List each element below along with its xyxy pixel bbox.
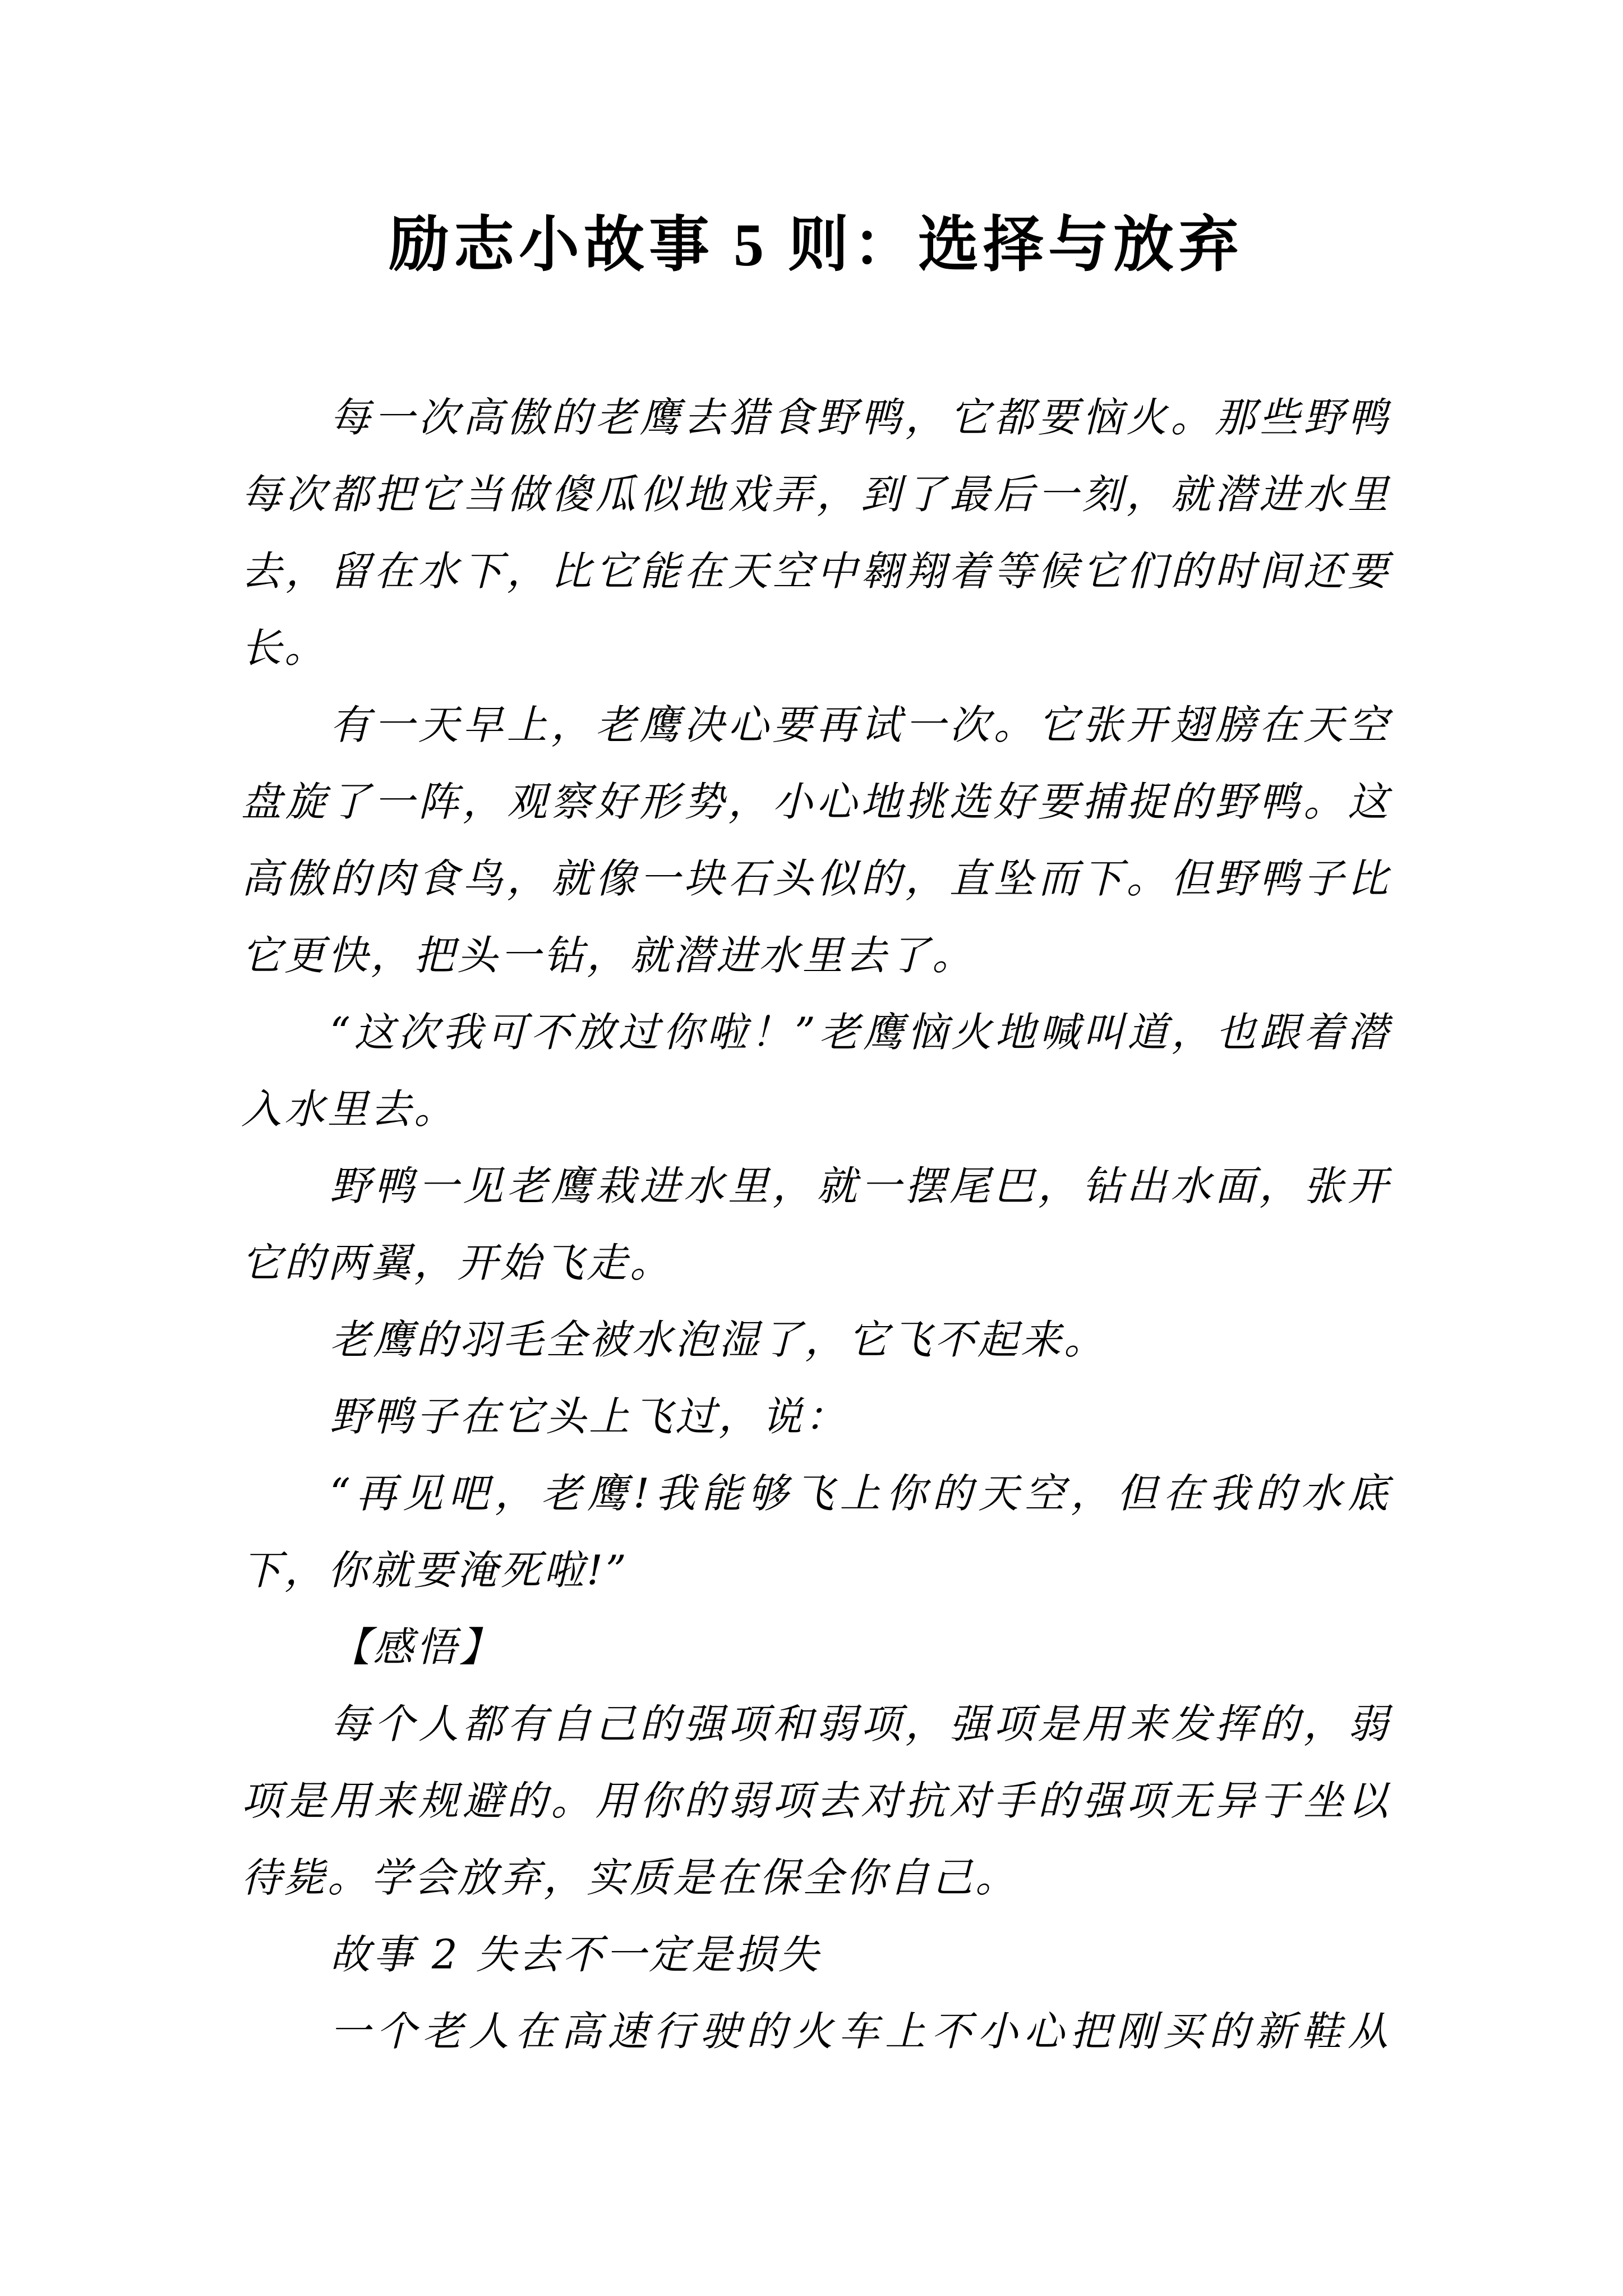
document-title: 励志小故事 5 则：选择与放弃 [388, 212, 1243, 279]
paragraph-duck-flyover: 野鸭子在它头上飞过，说： [330, 1393, 849, 1440]
paragraph-eagle-soaked: 老鹰的羽毛全被水泡湿了，它飞不起来。 [330, 1316, 1108, 1363]
paragraph-duck-escape: 野鸭一见老鹰栽进水里，就一摆尾巴，钻出水面，张开它的两翼，开始飞走。 [241, 1162, 1391, 1286]
paragraph-story2-opening: 一个老人在高速行驶的火车上不小心把刚买的新鞋从 [330, 2008, 1391, 2055]
document-body [241, 379, 1391, 2070]
paragraph-eagle-intro: 每一次高傲的老鹰去猎食野鸭，它都要恼火。那些野鸭每次都把它当做傻瓜似地戏弄，到了最后一刻，就潜进水里去，留在水下，比它能在天空中翱翔着等候它们的时间还要长。 [241, 394, 1391, 671]
paragraph-eagle-shout: “这次我可不放过你啦！”老鹰恼火地喊叫道，也跟着潜入水里去。 [241, 1009, 1391, 1133]
paragraph-eagle-attempt: 有一天早上，老鹰决心要再试一次。它张开翅膀在天空盘旋了一阵，观察好形势，小心地挑选好要捕捉的野鸭。这高傲的肉食鸟，就像一块石头似的，直坠而下。但野鸭子比它更快，把头一钻，就潜进水里去了。 [241, 701, 1391, 979]
paragraph-insight-heading: 【感悟】 [330, 1623, 503, 1671]
paragraph-story2-heading: 故事 2 失去不一定是损失 [330, 1931, 822, 1978]
paragraph-duck-farewell: “再见吧，老鹰!我能够飞上你的天空，但在我的水底下，你就要淹死啦!” [241, 1470, 1391, 1594]
paragraph-insight-text: 每个人都有自己的强项和弱项，强项是用来发挥的，弱项是用来规避的。用你的弱项去对抗对手的强项无异于坐以待毙。学会放弃，实质是在保全你自己。 [241, 1700, 1391, 1901]
